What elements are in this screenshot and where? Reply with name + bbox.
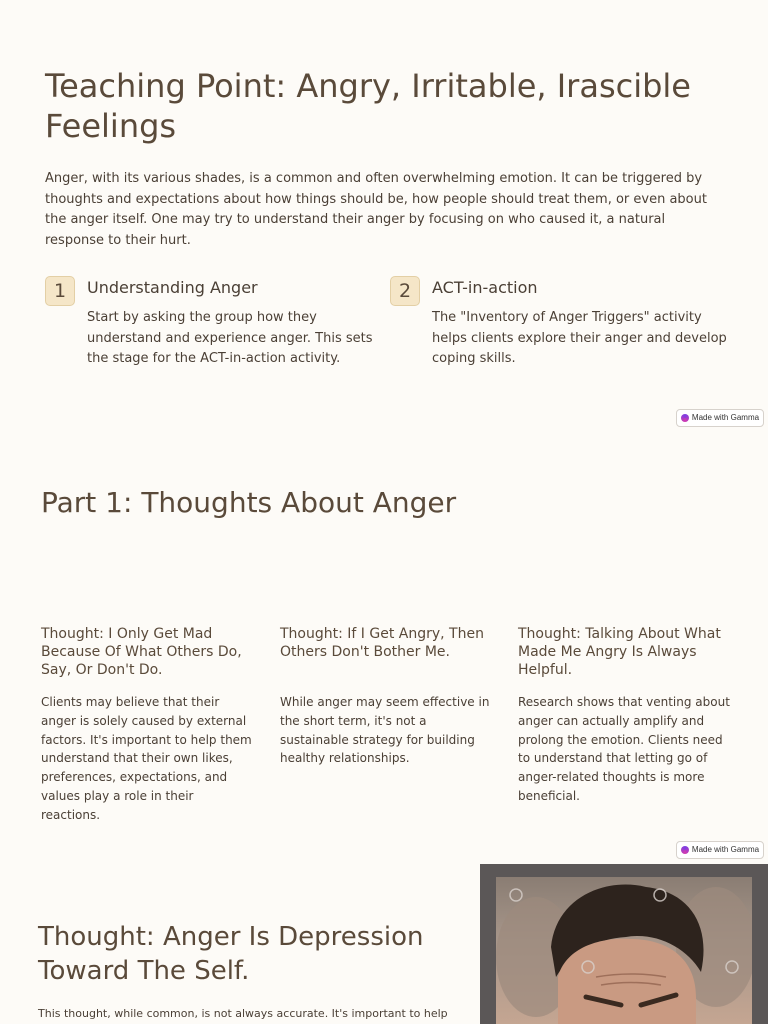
- section1-intro: Anger, with its various shades, is a common and often overwhelming emotion. It can be triggered by thoughts and expectations about how things should be, how people should treat them, or even about the anger itself. One may try to understand their anger by focusing on who caused it, a natural response to their hurt.: [45, 171, 707, 248]
- step-2-title: ACT-in-action: [432, 278, 538, 297]
- thought-2-title: Thought: If I Get Angry, Then Others Don't Bother Me.: [280, 626, 484, 660]
- step-1-description: Start by asking the group how they understand and experience anger. This sets the stage for the ACT-in-action activity.: [87, 310, 373, 367]
- gamma-logo-icon: [681, 846, 689, 854]
- step-2-number: 2: [390, 276, 420, 306]
- angry-man-illustration: [496, 877, 752, 1024]
- section3-paragraph: This thought, while common, is not always accurate. It's important to help: [38, 1007, 448, 1020]
- section1-title: Teaching Point: Angry, Irritable, Irascible Feelings: [45, 67, 691, 145]
- thought-2-description: While anger may seem effective in the short term, it's not a sustainable strategy for building healthy relationships.: [280, 695, 490, 766]
- thought-1-title: Thought: I Only Get Mad Because Of What Others Do, Say, Or Don't Do.: [41, 626, 242, 678]
- thought-3-title: Thought: Talking About What Made Me Angry Is Always Helpful.: [518, 626, 721, 678]
- angry-man-photo: [480, 864, 768, 1024]
- thought-3-description: Research shows that venting about anger can actually amplify and prolong the emotion. Clients need to understand that letting go of anger-related thoughts is more beneficial.: [518, 695, 730, 803]
- section2-title: Part 1: Thoughts About Anger: [41, 486, 457, 519]
- step-1-number: 1: [45, 276, 75, 306]
- section3-title: Thought: Anger Is Depression Toward The Self.: [38, 922, 424, 986]
- step-2-description: The "Inventory of Anger Triggers" activity helps clients explore their anger and develop coping skills.: [432, 310, 727, 367]
- step-1-title: Understanding Anger: [87, 278, 258, 297]
- made-with-gamma-badge[interactable]: [676, 841, 764, 859]
- gamma-logo-icon: [681, 414, 689, 422]
- photo-image: [496, 877, 752, 1024]
- badge-label: Made with Gamma: [691, 413, 760, 422]
- thought-1-description: Clients may believe that their anger is solely caused by external factors. It's important to help them understand that their own likes, preferences, expectations, and values play a role in their reactions.: [41, 695, 252, 822]
- badge-label: Made with Gamma: [691, 845, 760, 854]
- made-with-gamma-badge[interactable]: [676, 409, 764, 427]
